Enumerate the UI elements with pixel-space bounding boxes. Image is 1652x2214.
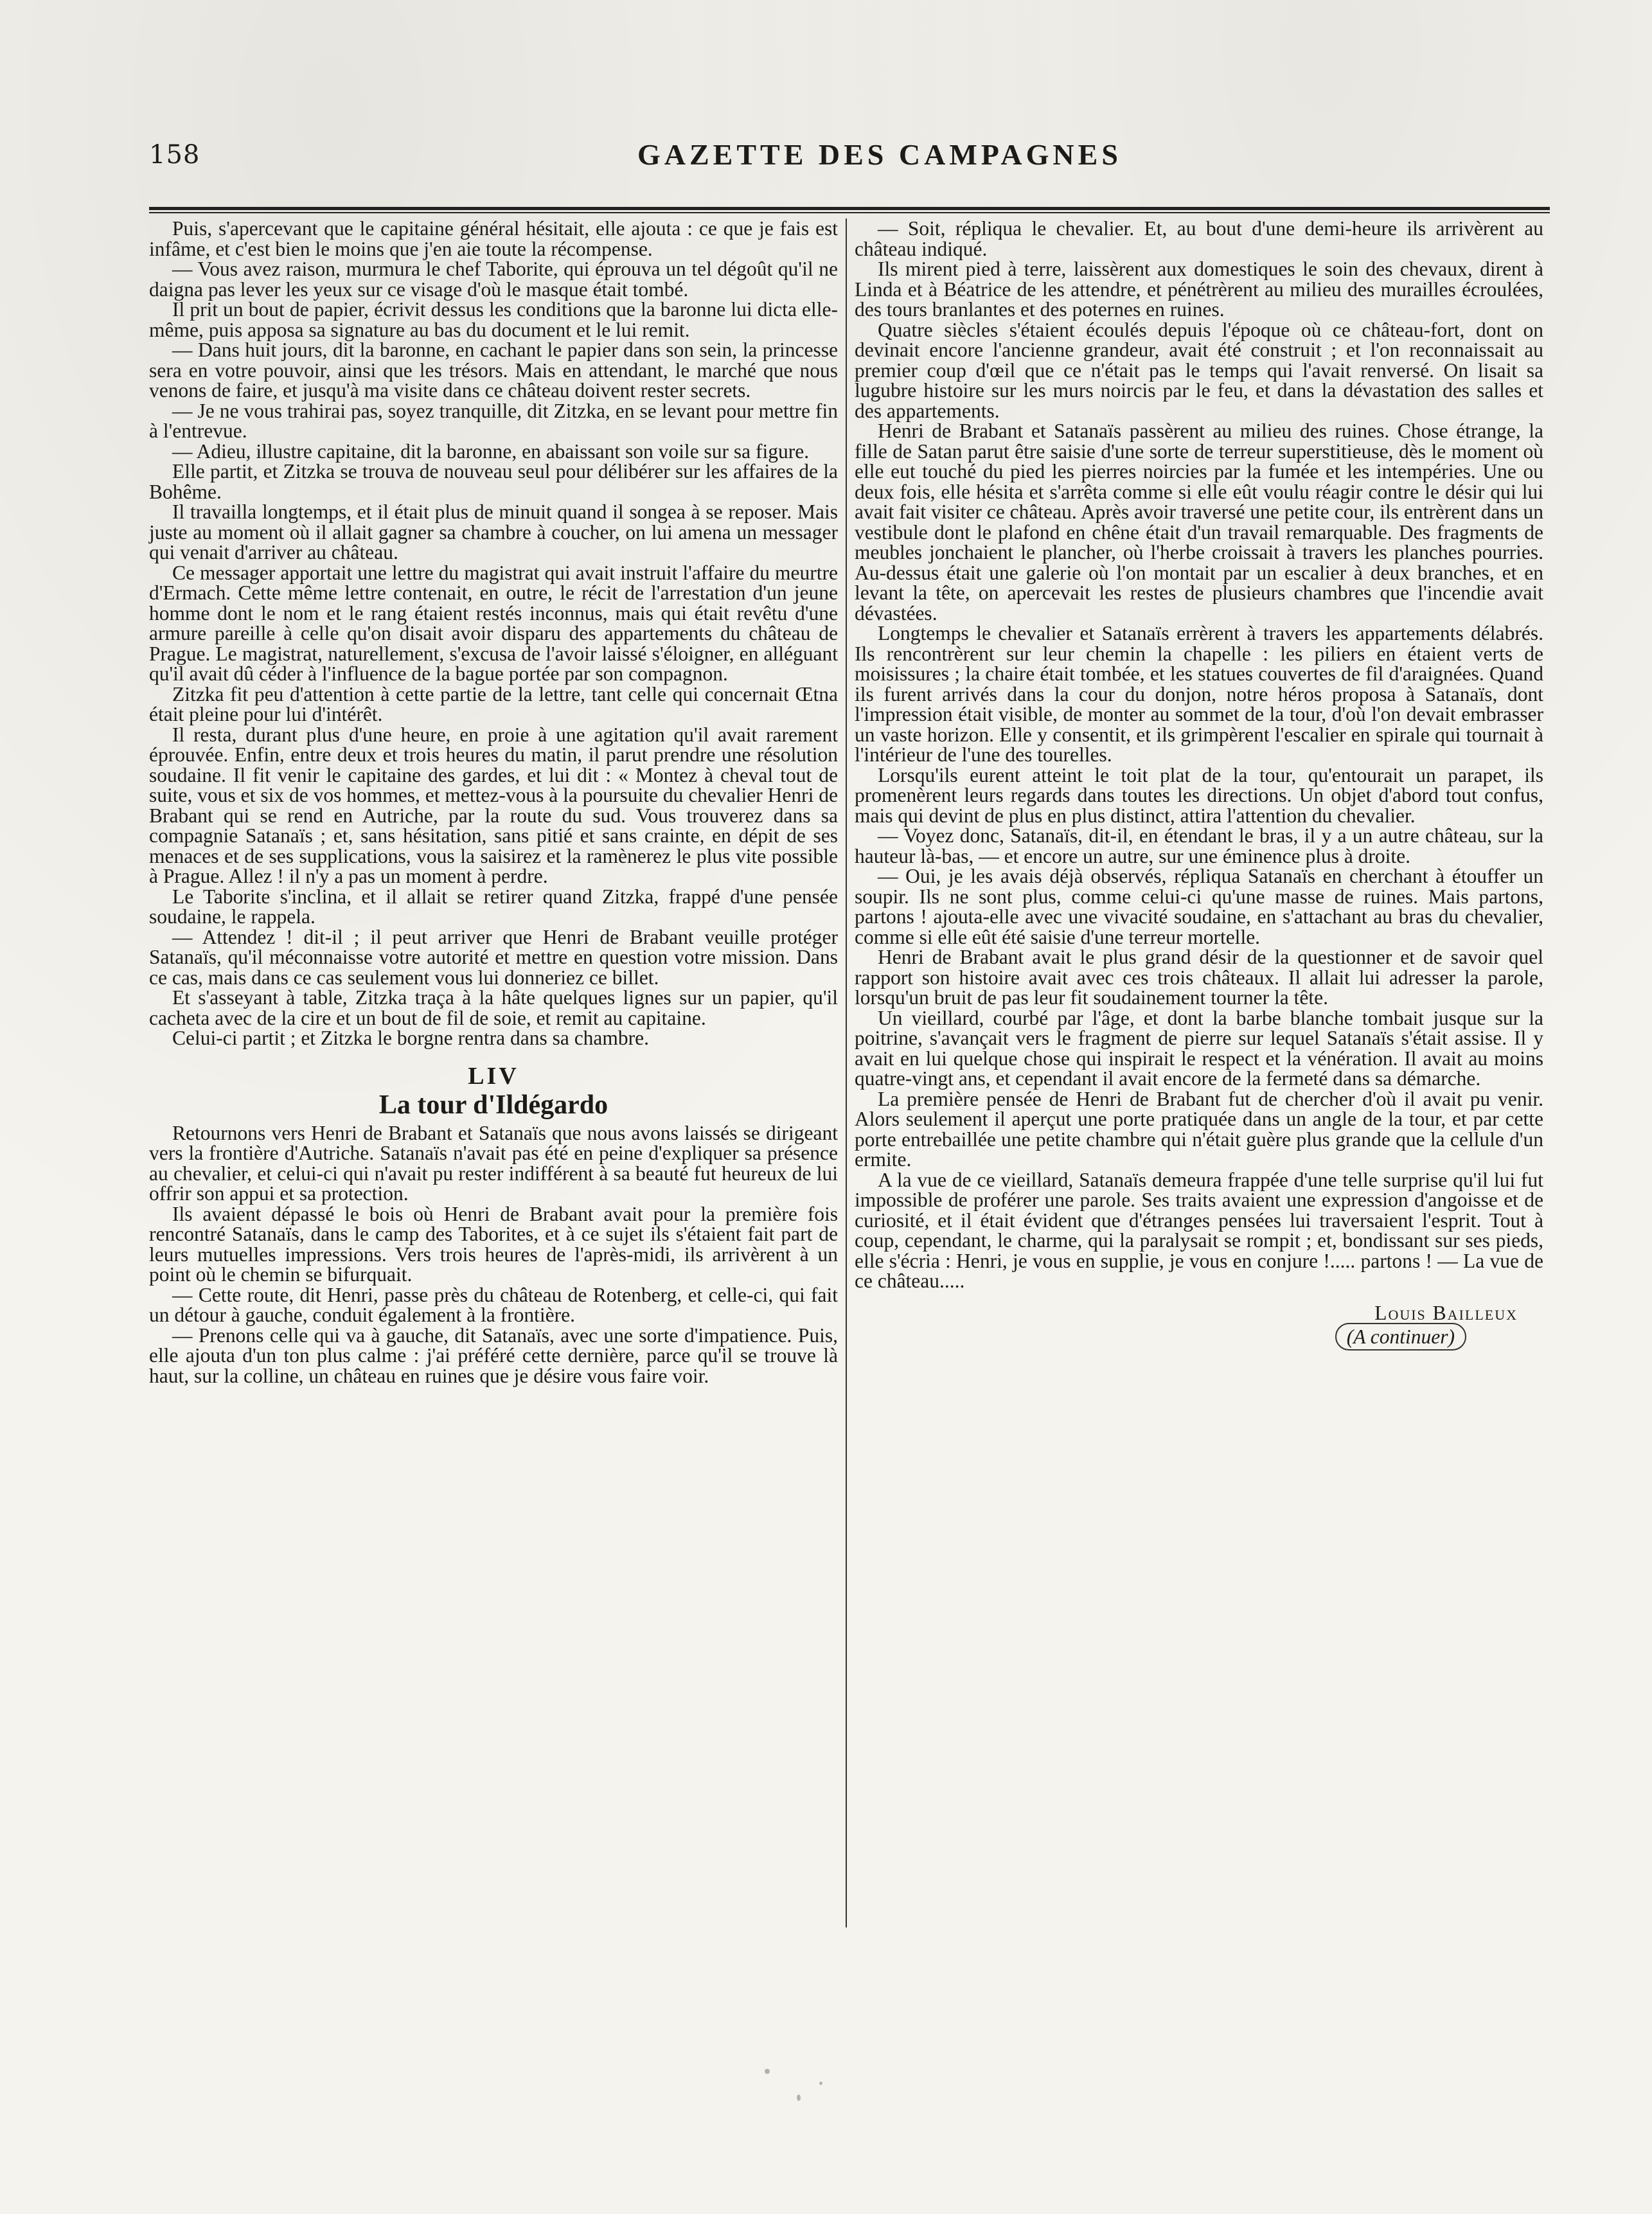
print-speck — [797, 2094, 801, 2101]
paragraph: Henri de Brabant et Satanaïs passèrent au milieu des ruines. Chose étrange, la fille de Satan parut être saisie d'une sorte de terreur superstitieuse, dès le moment où elle eut touché du pied les pierres noircies par la fumée et les intempéries. Une ou deux fois, elle hésita et s'arrêta comme si elle eût voulu réagir contre le désir qui lui avait fait visiter ce château. Après avoir traversé une petite cour, ils entrèrent dans un vestibule dont le plafond en chêne était d'un travail remarquable. Des fragments de meubles jonchaient le plancher, où l'herbe croissait à travers les planches pourries. Au-dessus était une galerie où l'on montait par un escalier à deux branches, et en levant la tête, on apercevait les restes de plusieurs chambres que l'incendie avait dévastées. — [855, 420, 1543, 624]
paragraph: Il prit un bout de papier, écrivit dessus les conditions que la baronne lui dicta elle-même, puis apposa sa signature au bas du document et le lui remit. — [149, 298, 838, 341]
paragraph: Elle partit, et Zitzka se trouva de nouveau seul pour délibérer sur les affaires de la Bohême. — [149, 460, 838, 503]
paragraph: — Cette route, dit Henri, passe près du château de Rotenberg, et celle-ci, qui fait un détour à gauche, conduit également à la frontière. — [149, 1283, 838, 1326]
chapter-number: LIV — [468, 1062, 519, 1090]
chapter-title: La tour d'Ildégardo — [378, 1090, 608, 1120]
header-double-rule — [149, 207, 1550, 213]
paragraph: La première pensée de Henri de Brabant fut de chercher d'où il avait pu venir. Alors seulement il aperçut une porte pratiquée dans un angle de la tour, et par cette porte entrebaillée une petite chambre qui n'était guère plus grande que la cellule d'un ermite. — [855, 1087, 1543, 1171]
paragraph: Quatre siècles s'étaient écoulés depuis l'époque où ce château-fort, dont on devinait encore l'ancienne grandeur, avait été construit ; et l'on reconnaissait au premier coup d'œil que ce n'était pas le temps qui l'avait renversé. On lisait sa lugubre histoire sur les murs noircis par le feu, et dans la dévastation des salles et des appartements. — [855, 318, 1543, 422]
paragraph: — Je ne vous trahirai pas, soyez tranquille, dit Zitzka, en se levant pour mettre fin à l'entrevue. — [149, 399, 838, 442]
paragraph: Ils mirent pied à terre, laissèrent aux domestiques le soin des chevaux, dirent à Linda et à Béatrice de les attendre, et pénétrèrent au milieu des murailles écroulées, des tours branlantes et des poternes en ruines. — [855, 258, 1543, 321]
paragraph: — Soit, répliqua le chevalier. Et, au bout d'une demi-heure ils arrivèrent au château indiqué. — [855, 217, 1543, 260]
paragraph: — Vous avez raison, murmura le chef Taborite, qui éprouva un tel dégoût qu'il ne daigna pas lever les yeux sur ce visage d'où le masque était tombé. — [149, 258, 838, 301]
paragraph: — Voyez donc, Satanaïs, dit-il, en étendant le bras, il y a un autre château, sur la hauteur là-bas, — et encore un autre, sur une éminence plus à droite. — [855, 824, 1543, 867]
to-be-continued-label: (A continuer) — [1335, 1323, 1466, 1351]
page-number: 158 — [149, 140, 200, 170]
paragraph: Henri de Brabant avait le plus grand désir de la questionner et de savoir quel rapport son histoire avait avec ces trois châteaux. Il allait lui adresser la parole, lorsqu'un bruit de pas leur fit soudainement tourner la tête. — [855, 946, 1543, 1009]
right-column-body — [855, 218, 1543, 1291]
paragraph: A la vue de ce vieillard, Satanaïs demeura frappée d'une telle surprise qu'il lui fut impossible de proférer une parole. Ses traits avaient une expression d'angoisse et de curiosité, et il était évident que d'étranges pensées lui traversaient l'esprit. Tout à coup, cependant, le charme, qui la paralysait se rompit ; et, bondissant sur ses pieds, elle s'écria : Henri, je vous en supplie, je vous en conjure !..... partons ! — La vue de ce château..... — [855, 1168, 1543, 1292]
paragraph: — Oui, je les avais déjà observés, répliqua Satanaïs en cherchant à étouffer un soupir. Ils ne sont plus, comme celui-ci qu'une masse de ruines. Mais partons, partons ! ajouta-elle avec une vivacité soudaine, en s'attachant au bras du chevalier, comme si elle eût été saisie d'une terreur mortelle. — [855, 865, 1543, 948]
paragraph: Et s'asseyant à table, Zitzka traça à la hâte quelques lignes sur un papier, qu'il cacheta avec de la cire et un bout de fil de soie, et remit au capitaine. — [149, 986, 838, 1029]
paragraph: — Dans huit jours, dit la baronne, en cachant le papier dans son sein, la princesse sera en votre pouvoir, ainsi que les trésors. Mais en attendant, le marché que nous venons de faire, et jusqu'à ma visite dans ce château doivent rester secrets. — [149, 339, 838, 402]
print-speck — [765, 2069, 770, 2074]
author-signature: Louis Bailleux — [1374, 1301, 1518, 1324]
page-header — [149, 134, 1550, 185]
paragraph: — Prenons celle qui va à gauche, dit Satanaïs, avec une sorte d'impatience. Puis, elle ajouta d'un ton plus calme : j'ai préféré cette dernière, parce qu'il se trouve là haut, sur la colline, un château en ruines que je désire vous faire voir. — [149, 1324, 838, 1387]
paragraph: Longtemps le chevalier et Satanaïs errèrent à travers les appartements délabrés. Ils rencontrèrent sur leur chemin la chapelle : les piliers en étaient verts de moisissures ; la chaire était tombée, et les statues couvertes de fil d'araignées. Quand ils furent arrivés dans la cour du donjon, notre héros proposa à Satanaïs, dont l'impression était visible, de monter au sommet de la tour, d'où l'on devait embrasser un vaste horizon. Elle y consentit, et ils grimpèrent l'escalier en spirale qui tournait à l'intérieur de l'une des tourelles. — [855, 622, 1543, 766]
paragraph: Il travailla longtemps, et il était plus de minuit quand il songea à se reposer. Mais juste au moment où il allait gagner sa chambre à coucher, on lui amena un messager qui venait d'arriver au château. — [149, 500, 838, 563]
paragraph: Celui-ci partit ; et Zitzka le borgne rentra dans sa chambre. — [172, 1027, 650, 1049]
print-speck — [819, 2082, 822, 2085]
paragraph: Retournons vers Henri de Brabant et Satanaïs que nous avons laissés se dirigeant vers la frontière d'Autriche. Satanaïs n'avait pas été en peine d'expliquer sa présence au chevalier, et celui-ci qui n'avait pu rester indifférent à sa beauté fut heureux de lui offrir son appui et sa protection. — [149, 1121, 838, 1205]
paragraph: Lorsqu'ils eurent atteint le toit plat de la tour, qu'entourait un parapet, ils promenèrent leurs regards dans toutes les directions. Un objet d'abord tout confus, mais qui devint de plus en plus distinct, attira l'attention du chevalier. — [855, 763, 1543, 827]
paragraph: — Adieu, illustre capitaine, dit la baronne, en abaissant son voile sur sa figure. — [172, 439, 810, 463]
journal-title: GAZETTE DES CAMPAGNES — [637, 138, 1122, 171]
paragraph: Le Taborite s'inclina, et il allait se retirer quand Zitzka, frappé d'une pensée soudaine, le rappela. — [149, 885, 838, 928]
paragraph: Ils avaient dépassé le bois où Henri de Brabant avait pour la première fois rencontré Satanaïs, dans le camp des Taborites, et à ce sujet ils s'étaient fait part de leurs mutuelles impressions. Vers trois heures de l'après-midi, ils arrivèrent à un point où le chemin se bifurquait. — [149, 1202, 838, 1286]
column-divider — [846, 218, 847, 1927]
paragraph: — Attendez ! dit-il ; il peut arriver que Henri de Brabant veuille protéger Satanaïs, qu'il méconnaisse votre autorité et mettre en question votre mission. Dans ce cas, mais dans ce cas seulement vous lui donneriez ce billet. — [149, 925, 838, 989]
left-column-chapter-body — [149, 1123, 838, 1386]
paragraph: Un vieillard, courbé par l'âge, et dont la barbe blanche tombait jusque sur la poitrine, s'avançait vers le fragment de pierre sur lequel Satanaïs s'était assise. Il y avait en lui quelque chose qui inspirait le respect et la vénération. Il avait au moins quatre-vingt ans, et cependant il avait encore de la fermeté dans sa démarche. — [855, 1006, 1543, 1090]
paragraph: Il resta, durant plus d'une heure, en proie à une agitation qu'il avait rarement éprouvée. Enfin, entre deux et trois heures du matin, il parut prendre une résolution soudaine. Il fit venir le capitaine des gardes, et lui dit : « Montez à cheval tout de suite, vous et six de vos hommes, et mettez-vous à la poursuite du chevalier Henri de Brabant qui se rend en Autriche, par la route du sud. Vous trouverez dans sa compagnie Satanaïs ; et, sans hésitation, sans pitié et sans crainte, en dépit de ses menaces et de ses supplications, vous la saisirez et la ramènerez le plus vite possible à Prague. Allez ! il n'y a pas un moment à perdre. — [149, 723, 838, 887]
to-be-continued-note — [855, 1327, 1543, 1347]
paragraph: Zitzka fit peu d'attention à cette partie de la lettre, tant celle qui concernait Œtna était pleine pour lui d'intérêt. — [149, 682, 838, 725]
paragraph: Puis, s'apercevant que le capitaine général hésitait, elle ajouta : ce que je fais est infâme, et c'est bien le moins que j'en aie toute la récompense. — [149, 217, 838, 260]
right-column — [855, 218, 1543, 2139]
left-column-body — [149, 218, 838, 1049]
paragraph: Ce messager apportait une lettre du magistrat qui avait instruit l'affaire du meurtre d'Ermach. Cette même lettre contenait, en outre, le récit de l'arrestation d'un jeune homme dont le nom et le rang étaient restés inconnus, mais qui était revêtu d'une armure pareille à celle qu'on disait avoir disparu des appartements du château de Prague. Le magistrat, naturellement, s'excusa de l'avoir laissé s'éloigner, en alléguant qu'il avait dû céder à l'influence de la bague portée par son compagnon. — [149, 561, 838, 685]
left-column — [149, 218, 838, 2146]
